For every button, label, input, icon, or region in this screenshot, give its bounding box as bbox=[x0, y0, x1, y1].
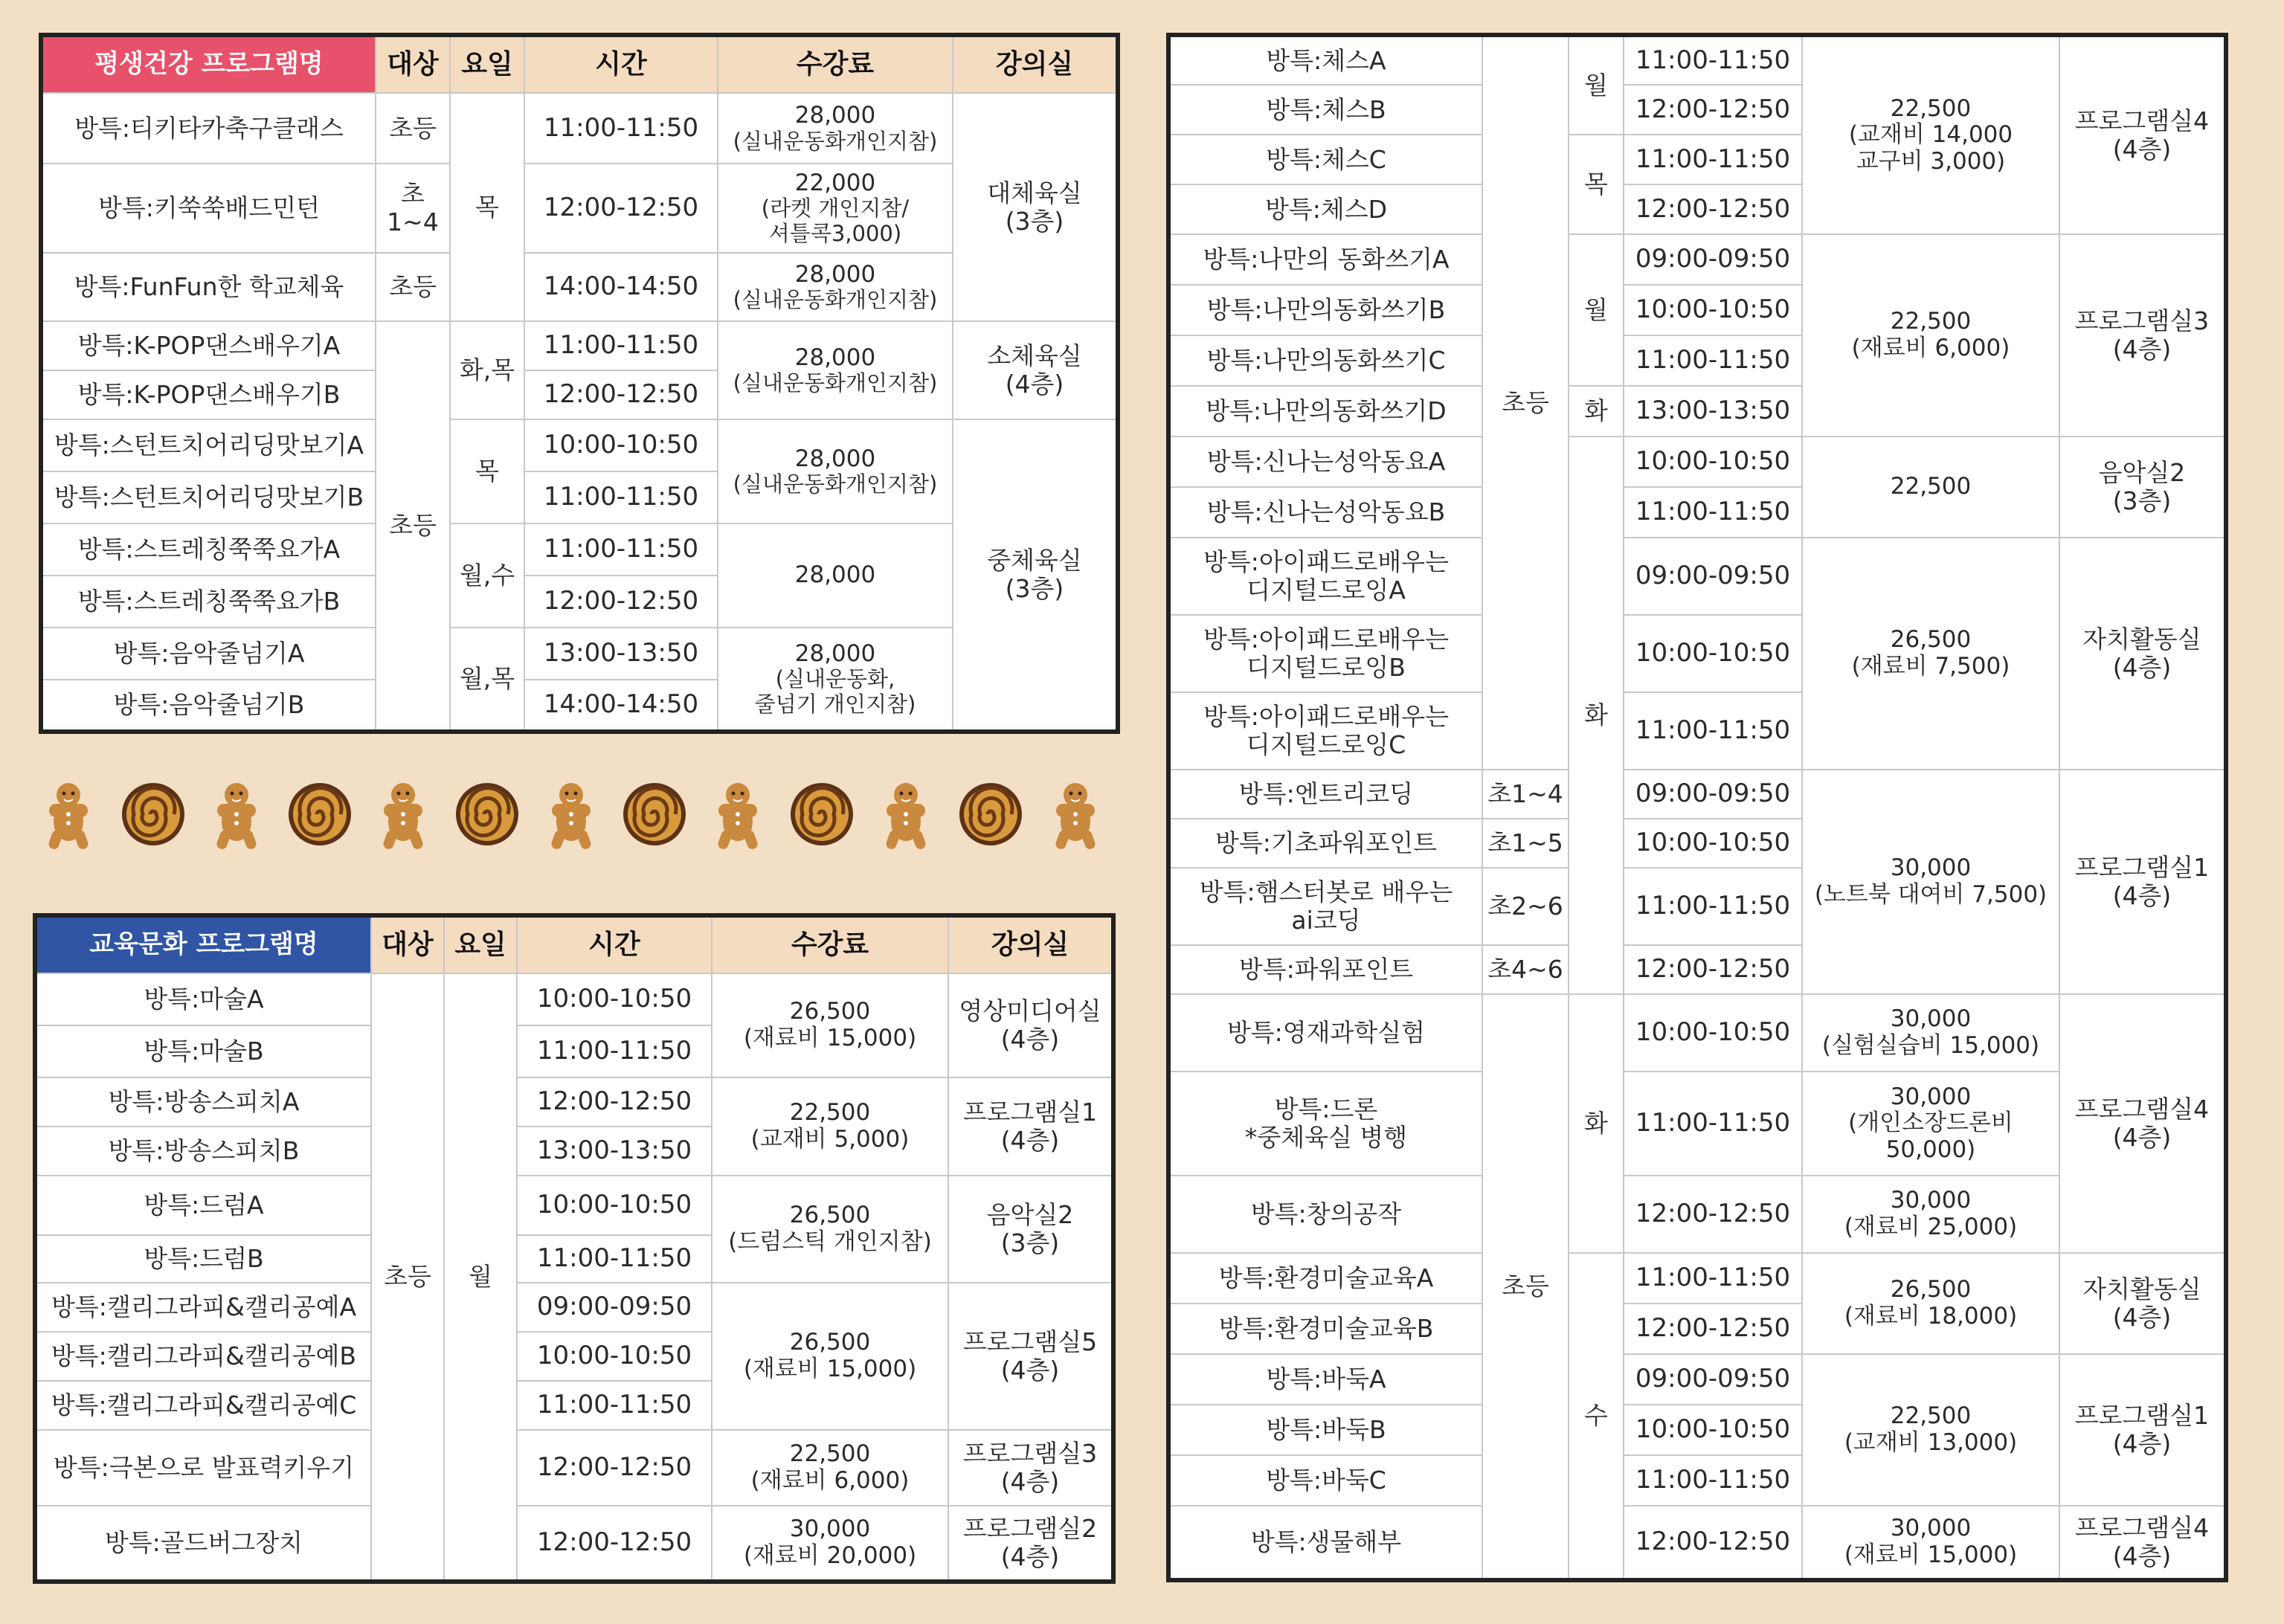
program-name: 방특:환경미술교육A bbox=[1168, 1253, 1482, 1304]
time-cell: 09:00-09:50 bbox=[1624, 234, 1802, 285]
program-name: 방특:캘리그라피&캘리공예B bbox=[35, 1332, 371, 1381]
program-name: 방특:방송스피치A bbox=[35, 1077, 371, 1127]
time-cell: 12:00-12:50 bbox=[1624, 945, 1802, 994]
program-name: 방특:환경미술교육B bbox=[1168, 1304, 1482, 1354]
program-name: 방특:마술B bbox=[35, 1025, 371, 1077]
time-cell: 11:00-11:50 bbox=[524, 321, 718, 370]
room-cell: 프로그램실3 (4층) bbox=[948, 1430, 1113, 1506]
gingerbread-icon bbox=[382, 783, 425, 851]
day-cell: 목 bbox=[1569, 135, 1624, 234]
program-name: 방특:음악줄넘기B bbox=[41, 680, 376, 732]
time-cell: 09:00-09:50 bbox=[1624, 770, 1802, 819]
room-header: 강의실 bbox=[953, 35, 1118, 93]
time-cell: 14:00-14:50 bbox=[524, 680, 718, 732]
program-name: 방특:햄스터봇로 배우는 ai코딩 bbox=[1168, 868, 1482, 945]
day-cell: 목 bbox=[450, 419, 524, 523]
program-name: 방특:방송스피치B bbox=[35, 1127, 371, 1176]
room-header: 강의실 bbox=[948, 915, 1113, 973]
program-name-header: 교육문화 프로그램명 bbox=[35, 915, 371, 973]
time-cell: 11:00-11:50 bbox=[1624, 1253, 1802, 1304]
target-cell: 초1~4 bbox=[1482, 770, 1569, 819]
time-cell: 10:00-10:50 bbox=[524, 419, 718, 471]
time-cell: 11:00-11:50 bbox=[1624, 1455, 1802, 1506]
target-cell: 초등 bbox=[1482, 35, 1569, 770]
room-cell: 음악실2 (3층) bbox=[2059, 436, 2226, 538]
fee-header: 수강료 bbox=[718, 35, 953, 93]
fee-cell: 26,500 (드럼스틱 개인지참) bbox=[712, 1176, 948, 1283]
program-name: 방특:체스B bbox=[1168, 85, 1482, 135]
program-name: 방특:FunFun한 학교체육 bbox=[41, 253, 376, 321]
program-name: 방특:캘리그라피&캘리공예A bbox=[35, 1283, 371, 1332]
fee-cell: 28,000 (실내운동화개인지참) bbox=[718, 321, 953, 419]
room-cell: 프로그램실1 (4층) bbox=[2059, 770, 2226, 994]
room-cell: 프로그램실2 (4층) bbox=[948, 1506, 1113, 1582]
program-name: 방특:창의공작 bbox=[1168, 1176, 1482, 1253]
target-cell: 초등 bbox=[376, 93, 450, 164]
program-name: 방특:기초파워포인트 bbox=[1168, 819, 1482, 868]
time-cell: 11:00-11:50 bbox=[517, 1025, 712, 1077]
time-cell: 14:00-14:50 bbox=[524, 253, 718, 321]
program-table-right bbox=[1166, 33, 2228, 1582]
time-cell: 12:00-12:50 bbox=[1624, 1176, 1802, 1253]
time-cell: 11:00-11:50 bbox=[524, 523, 718, 576]
time-cell: 09:00-09:50 bbox=[1624, 538, 1802, 615]
program-name: 방특:키쑥쑥배드민턴 bbox=[41, 164, 376, 253]
day-cell: 월 bbox=[444, 973, 517, 1582]
program-name: 방특:K-POP댄스배우기A bbox=[41, 321, 376, 370]
time-cell: 09:00-09:50 bbox=[517, 1283, 712, 1332]
cinnamon-roll-icon bbox=[289, 783, 351, 845]
time-cell: 11:00-11:50 bbox=[1624, 135, 1802, 184]
target-cell: 초4~6 bbox=[1482, 945, 1569, 994]
target-cell: 초등 bbox=[371, 973, 444, 1582]
time-cell: 13:00-13:50 bbox=[524, 628, 718, 680]
room-cell: 자치활동실 (4층) bbox=[2059, 1253, 2226, 1354]
room-cell: 소체육실 (4층) bbox=[953, 321, 1118, 419]
program-name: 방특:아이패드로배우는 디지털드로잉C bbox=[1168, 692, 1482, 770]
time-cell: 10:00-10:50 bbox=[1624, 285, 1802, 335]
gingerbread-icon bbox=[717, 783, 759, 851]
time-cell: 12:00-12:50 bbox=[524, 576, 718, 628]
program-name: 방특:극본으로 발표력키우기 bbox=[35, 1430, 371, 1506]
program-name: 방특:체스A bbox=[1168, 35, 1482, 85]
time-cell: 11:00-11:50 bbox=[1624, 487, 1802, 538]
program-name: 방특:체스D bbox=[1168, 184, 1482, 234]
room-cell: 중체육실 (3층) bbox=[953, 419, 1118, 732]
program-name-header: 평생건강 프로그램명 bbox=[41, 35, 376, 93]
fee-cell: 22,500 (교재비 14,000 교구비 3,000) bbox=[1802, 35, 2059, 234]
room-cell: 대체육실 (3층) bbox=[953, 93, 1118, 321]
time-cell: 12:00-12:50 bbox=[517, 1430, 712, 1506]
program-name: 방특:음악줄넘기A bbox=[41, 628, 376, 680]
fee-cell: 30,000 (재료비 20,000) bbox=[712, 1506, 948, 1582]
fee-cell: 22,500 (교재비 5,000) bbox=[712, 1077, 948, 1176]
time-cell: 11:00-11:50 bbox=[1624, 868, 1802, 945]
time-cell: 12:00-12:50 bbox=[1624, 184, 1802, 234]
day-cell: 월 bbox=[1569, 234, 1624, 386]
gingerbread-icon bbox=[550, 783, 593, 851]
time-header: 시간 bbox=[524, 35, 718, 93]
time-cell: 10:00-10:50 bbox=[1624, 615, 1802, 692]
target-header: 대상 bbox=[376, 35, 450, 93]
fee-header: 수강료 bbox=[712, 915, 948, 973]
fee-cell: 26,500 (재료비 18,000) bbox=[1802, 1253, 2059, 1354]
gingerbread-icon bbox=[1055, 783, 1097, 851]
cinnamon-roll-icon bbox=[959, 783, 1022, 845]
program-name: 방특:드론 *중체육실 병행 bbox=[1168, 1072, 1482, 1176]
time-cell: 09:00-09:50 bbox=[1624, 1354, 1802, 1405]
fee-cell: 28,000 (실내운동화개인지참) bbox=[718, 419, 953, 523]
time-cell: 11:00-11:50 bbox=[1624, 35, 1802, 85]
time-cell: 13:00-13:50 bbox=[1624, 386, 1802, 436]
fee-cell: 28,000 (실내운동화개인지참) bbox=[718, 93, 953, 164]
cookie-decoration-row bbox=[37, 777, 1108, 851]
time-cell: 11:00-11:50 bbox=[524, 471, 718, 523]
room-cell: 프로그램실4 (4층) bbox=[2059, 994, 2226, 1253]
fee-cell: 22,000 (라켓 개인지참/ 셔틀콕3,000) bbox=[718, 164, 953, 253]
program-name: 방특:체스C bbox=[1168, 135, 1482, 184]
time-cell: 11:00-11:50 bbox=[1624, 692, 1802, 770]
program-name: 방특:바둑C bbox=[1168, 1455, 1482, 1506]
program-name: 방특:영재과학실험 bbox=[1168, 994, 1482, 1072]
cinnamon-roll-icon bbox=[122, 783, 184, 845]
time-cell: 10:00-10:50 bbox=[1624, 819, 1802, 868]
program-name: 방특:드럼A bbox=[35, 1176, 371, 1235]
fee-cell: 30,000 (재료비 25,000) bbox=[1802, 1176, 2059, 1253]
program-name: 방특:나만의동화쓰기B bbox=[1168, 285, 1482, 335]
cinnamon-roll-icon bbox=[791, 783, 853, 845]
time-cell: 12:00-12:50 bbox=[517, 1506, 712, 1582]
target-cell: 초2~6 bbox=[1482, 868, 1569, 945]
room-cell: 영상미디어실 (4층) bbox=[948, 973, 1113, 1077]
time-cell: 10:00-10:50 bbox=[1624, 1405, 1802, 1455]
program-name: 방특:스트레칭쭉쭉요가B bbox=[41, 576, 376, 628]
target-cell: 초1~5 bbox=[1482, 819, 1569, 868]
fee-cell: 26,500 (재료비 15,000) bbox=[712, 1283, 948, 1430]
fee-cell: 30,000 (노트북 대여비 7,500) bbox=[1802, 770, 2059, 994]
program-name: 방특:드럼B bbox=[35, 1235, 371, 1283]
program-name: 방특:캘리그라피&캘리공예C bbox=[35, 1381, 371, 1430]
time-cell: 10:00-10:50 bbox=[1624, 436, 1802, 487]
gingerbread-icon bbox=[48, 783, 90, 851]
room-cell: 프로그램실1 (4층) bbox=[2059, 1354, 2226, 1506]
day-header: 요일 bbox=[444, 915, 517, 973]
room-cell: 프로그램실3 (4층) bbox=[2059, 234, 2226, 436]
day-cell: 화,목 bbox=[450, 321, 524, 419]
cinnamon-roll-icon bbox=[623, 783, 686, 845]
time-cell: 11:00-11:50 bbox=[517, 1381, 712, 1430]
program-name: 방특:마술A bbox=[35, 973, 371, 1025]
time-cell: 11:00-11:50 bbox=[524, 93, 718, 164]
program-name: 방특:엔트리코딩 bbox=[1168, 770, 1482, 819]
program-name: 방특:아이패드로배우는 디지털드로잉B bbox=[1168, 615, 1482, 692]
time-cell: 12:00-12:50 bbox=[524, 370, 718, 419]
program-name: 방특:티키타카축구클래스 bbox=[41, 93, 376, 164]
target-cell: 초등 bbox=[376, 321, 450, 732]
program-name: 방특:스턴트치어리딩맛보기A bbox=[41, 419, 376, 471]
fee-cell: 28,000 (실내운동화개인지참) bbox=[718, 253, 953, 321]
day-cell: 월,수 bbox=[450, 523, 524, 628]
program-name: 방특:골드버그장치 bbox=[35, 1506, 371, 1582]
program-name: 방특:파워포인트 bbox=[1168, 945, 1482, 994]
day-cell: 화 bbox=[1569, 386, 1624, 436]
time-header: 시간 bbox=[517, 915, 712, 973]
time-cell: 12:00-12:50 bbox=[1624, 85, 1802, 135]
room-cell: 프로그램실1 (4층) bbox=[948, 1077, 1113, 1176]
gingerbread-icon bbox=[885, 783, 927, 851]
fee-cell: 22,500 (교재비 13,000) bbox=[1802, 1354, 2059, 1506]
time-cell: 10:00-10:50 bbox=[517, 1176, 712, 1235]
time-cell: 11:00-11:50 bbox=[1624, 335, 1802, 386]
room-cell: 프로그램실4 (4층) bbox=[2059, 35, 2226, 234]
room-cell: 자치활동실 (4층) bbox=[2059, 538, 2226, 770]
time-cell: 11:00-11:50 bbox=[1624, 1072, 1802, 1176]
program-name: 방특:아이패드로배우는 디지털드로잉A bbox=[1168, 538, 1482, 615]
day-cell: 화 bbox=[1569, 994, 1624, 1253]
time-cell: 10:00-10:50 bbox=[517, 1332, 712, 1381]
cinnamon-roll-icon bbox=[456, 783, 518, 845]
fee-cell: 30,000 (실험실습비 15,000) bbox=[1802, 994, 2059, 1072]
time-cell: 10:00-10:50 bbox=[517, 973, 712, 1025]
time-cell: 12:00-12:50 bbox=[1624, 1506, 1802, 1580]
fee-cell: 28,000 bbox=[718, 523, 953, 628]
program-name: 방특:나만의동화쓰기D bbox=[1168, 386, 1482, 436]
program-name: 방특:바둑B bbox=[1168, 1405, 1482, 1455]
fee-cell: 22,500 (재료비 6,000) bbox=[712, 1430, 948, 1506]
time-cell: 12:00-12:50 bbox=[524, 164, 718, 253]
gingerbread-icon bbox=[216, 783, 258, 851]
program-name: 방특:K-POP댄스배우기B bbox=[41, 370, 376, 419]
day-cell: 목 bbox=[450, 93, 524, 321]
culture-program-table bbox=[33, 913, 1116, 1584]
day-cell: 수 bbox=[1569, 1253, 1624, 1580]
program-name: 방특:나만의동화쓰기C bbox=[1168, 335, 1482, 386]
time-cell: 13:00-13:50 bbox=[517, 1127, 712, 1176]
room-cell: 프로그램실5 (4층) bbox=[948, 1283, 1113, 1430]
fee-cell: 22,500 (재료비 6,000) bbox=[1802, 234, 2059, 436]
health-program-table bbox=[39, 33, 1120, 734]
target-cell: 초 1~4 bbox=[376, 164, 450, 253]
time-cell: 11:00-11:50 bbox=[517, 1235, 712, 1283]
program-name: 방특:바둑A bbox=[1168, 1354, 1482, 1405]
program-name: 방특:신나는성악동요A bbox=[1168, 436, 1482, 487]
fee-cell: 30,000 (재료비 15,000) bbox=[1802, 1506, 2059, 1580]
program-name: 방특:나만의 동화쓰기A bbox=[1168, 234, 1482, 285]
fee-cell: 30,000 (개인소장드론비 50,000) bbox=[1802, 1072, 2059, 1176]
fee-cell: 28,000 (실내운동화, 줄넘기 개인지참) bbox=[718, 628, 953, 732]
target-cell: 초등 bbox=[1482, 994, 1569, 1580]
day-cell: 월,목 bbox=[450, 628, 524, 732]
target-cell: 초등 bbox=[376, 253, 450, 321]
fee-cell: 26,500 (재료비 7,500) bbox=[1802, 538, 2059, 770]
program-name: 방특:스트레칭쭉쭉요가A bbox=[41, 523, 376, 576]
day-cell: 화 bbox=[1569, 436, 1624, 994]
program-name: 방특:스턴트치어리딩맛보기B bbox=[41, 471, 376, 523]
time-cell: 12:00-12:50 bbox=[1624, 1304, 1802, 1354]
time-cell: 10:00-10:50 bbox=[1624, 994, 1802, 1072]
room-cell: 음악실2 (3층) bbox=[948, 1176, 1113, 1283]
fee-cell: 26,500 (재료비 15,000) bbox=[712, 973, 948, 1077]
program-name: 방특:신나는성악동요B bbox=[1168, 487, 1482, 538]
fee-cell: 22,500 bbox=[1802, 436, 2059, 538]
target-header: 대상 bbox=[371, 915, 444, 973]
program-name: 방특:생물해부 bbox=[1168, 1506, 1482, 1580]
day-header: 요일 bbox=[450, 35, 524, 93]
day-cell: 월 bbox=[1569, 35, 1624, 135]
room-cell: 프로그램실4 (4층) bbox=[2059, 1506, 2226, 1580]
time-cell: 12:00-12:50 bbox=[517, 1077, 712, 1127]
